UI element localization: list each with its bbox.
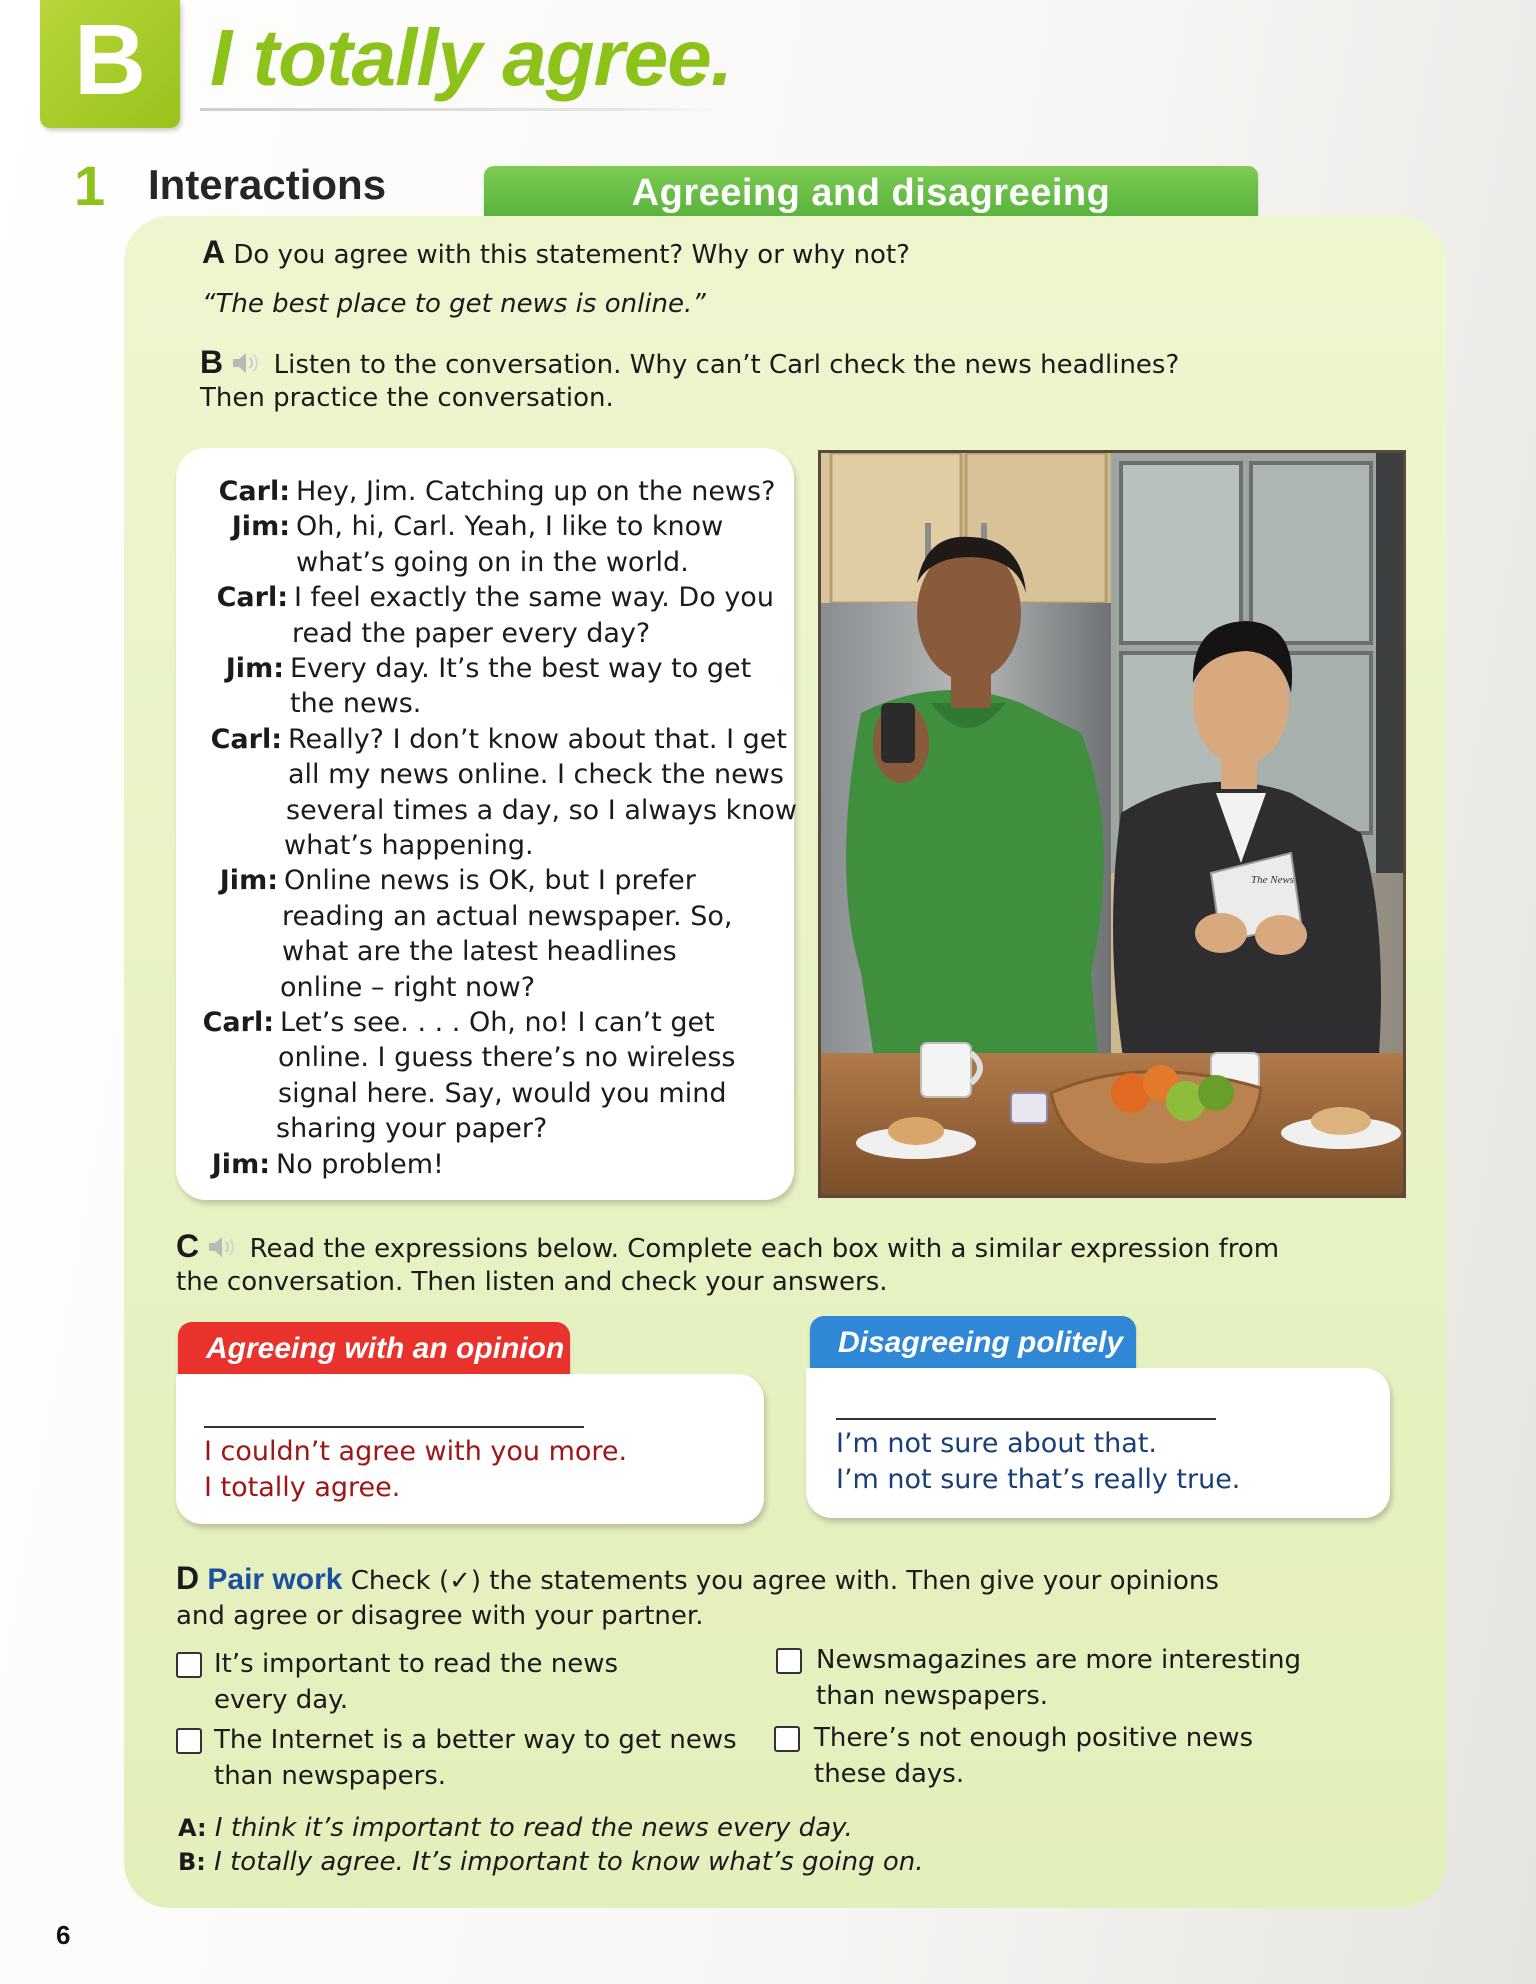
statement-checkbox-4[interactable] <box>774 1726 800 1752</box>
part-b <box>200 344 1179 383</box>
part-d-instruction-line2: and agree or disagree with your partner. <box>176 1601 704 1631</box>
agreeing-box-tab <box>178 1322 570 1376</box>
conversation-text: Online news is OK, but I prefer <box>284 865 696 897</box>
lesson-letter-badge <box>40 0 180 128</box>
conversation-line <box>192 1040 735 1076</box>
statement-1-line2: every day. <box>214 1685 349 1715</box>
conversation-speaker: Jim: <box>219 865 278 897</box>
photo-illustration <box>821 453 1406 1198</box>
disagreeing-expression-1: I’m not sure about that. <box>836 1428 1158 1459</box>
statement-checkbox-2[interactable] <box>176 1728 202 1754</box>
conversation-line <box>194 970 535 1006</box>
conversation-text: online – right now? <box>280 971 536 1003</box>
conversation-line <box>204 651 751 687</box>
pair-work-label: Pair work <box>207 1563 343 1596</box>
conversation-line <box>204 686 421 722</box>
statement-checkbox-3[interactable] <box>776 1648 802 1674</box>
conversation-text: reading an actual newspaper. So, <box>282 900 733 932</box>
conversation-line <box>198 828 534 864</box>
part-a <box>202 234 910 273</box>
part-c-instruction-line2: the conversation. Then listen and check your answers. <box>176 1267 888 1297</box>
conversation-line <box>200 793 797 829</box>
example-speaker-b: B: <box>178 1848 206 1876</box>
conversation-text: the news. <box>290 688 422 720</box>
conversation-text: all my news online. I check the news <box>288 759 784 791</box>
part-b-instruction-line2: Then practice the conversation. <box>200 383 614 413</box>
agreeing-box <box>176 1374 764 1524</box>
part-d <box>176 1560 1219 1599</box>
part-c-instruction-line1: Read the expressions below. Complete each box with a similar expression from <box>249 1234 1280 1264</box>
conversation-text: online. I guess there’s no wireless <box>278 1042 736 1074</box>
newspaper-masthead: The News <box>1251 874 1295 886</box>
conversation-speaker: Carl: <box>210 723 282 755</box>
disagreeing-box <box>806 1368 1390 1518</box>
part-a-instruction: Do you agree with this statement? Why or why not? <box>233 240 910 270</box>
conversation-line <box>198 863 696 899</box>
conversation-line <box>210 474 775 510</box>
disagreeing-expression-2: I’m not sure that’s really true. <box>836 1464 1241 1495</box>
example-text-a: I think it’s important to read the news every day. <box>214 1813 853 1843</box>
conversation-line <box>194 1005 715 1041</box>
conversation-line <box>196 934 677 970</box>
part-c <box>176 1228 1279 1267</box>
statement-4-line1: There’s not enough positive news <box>814 1723 1254 1753</box>
conversation-line <box>190 1147 444 1183</box>
part-b-letter: B <box>200 344 224 380</box>
conversation-line <box>196 899 732 935</box>
title-underline <box>200 108 720 111</box>
statement-checkbox-1[interactable] <box>176 1652 202 1678</box>
part-a-quote: “The best place to get news is online.” <box>202 289 706 319</box>
conversation-text: Hey, Jim. Catching up on the news? <box>296 476 776 507</box>
conversation-line <box>208 580 774 616</box>
page-number: 6 <box>56 1920 71 1950</box>
example-line-a <box>178 1810 853 1846</box>
statement-1-line1: It’s important to read the news <box>214 1649 619 1679</box>
part-d-instruction-line1: Check (✓) the statements you agree with. Then give your opinions <box>350 1566 1219 1596</box>
agreeing-expression-2: I totally agree. <box>204 1472 401 1503</box>
agreeing-answer-line[interactable] <box>204 1426 584 1428</box>
conversation-line <box>210 509 723 545</box>
statement-2-line1: The Internet is a better way to get news <box>214 1725 737 1755</box>
section-tag-label: Agreeing and disagreeing <box>631 172 1111 214</box>
example-text-b: I totally agree. It’s important to know what’s going on. <box>214 1847 924 1877</box>
speaker-audio-icon[interactable] <box>231 350 265 376</box>
conversation-speaker: Jim: <box>231 511 290 543</box>
conversation-speaker: Carl: <box>202 1007 274 1038</box>
lesson-letter: B <box>73 4 147 116</box>
disagreeing-box-tab <box>810 1316 1136 1370</box>
conversation-text: what’s happening. <box>284 830 534 861</box>
conversation-text: signal here. Say, would you mind <box>278 1077 727 1109</box>
conversation-line <box>192 1076 726 1112</box>
conversation-speaker: Carl: <box>216 582 288 614</box>
part-b-instruction-line1: Listen to the conversation. Why can’t Carl check the news headlines? <box>273 350 1180 380</box>
conversation-line <box>202 722 787 758</box>
disagreeing-answer-line[interactable] <box>836 1418 1216 1420</box>
statement-3-line2: than newspapers. <box>816 1681 1049 1711</box>
conversation-text: read the paper every day? <box>292 617 651 649</box>
example-line-b <box>178 1844 924 1880</box>
statement-3-line1: Newsmagazines are more interesting <box>816 1645 1301 1675</box>
disagreeing-box-title: Disagreeing politely <box>838 1326 1124 1359</box>
part-d-letter: D <box>176 1560 200 1596</box>
conversation-text: I feel exactly the same way. Do you <box>294 582 774 614</box>
section-label: Interactions <box>148 161 387 208</box>
agreeing-box-title: Agreeing with an opinion <box>206 1332 565 1365</box>
conversation-line <box>210 545 689 581</box>
example-speaker-a: A: <box>178 1814 207 1842</box>
part-a-letter: A <box>202 234 226 270</box>
section-number: 1 <box>74 154 106 217</box>
part-c-letter: C <box>176 1228 200 1264</box>
conversation-line <box>190 1111 547 1147</box>
conversation-text: several times a day, so I always know <box>286 794 797 826</box>
conversation-text: what are the latest headlines <box>282 936 677 968</box>
photo-two-men-reading-news <box>818 450 1406 1198</box>
conversation-text: Oh, hi, Carl. Yeah, I like to know <box>296 511 724 543</box>
conversation-line <box>206 616 650 652</box>
conversation-text: Let’s see. . . . Oh, no! I can’t get <box>280 1007 715 1038</box>
section-tag <box>484 166 1258 222</box>
speaker-audio-icon[interactable] <box>207 1234 241 1260</box>
statement-4-line2: these days. <box>814 1759 965 1789</box>
lesson-title: I totally agree. <box>210 13 732 102</box>
conversation-speaker: Jim: <box>211 1148 270 1180</box>
statement-2-line2: than newspapers. <box>214 1761 447 1791</box>
conversation-speaker: Carl: <box>218 476 290 507</box>
agreeing-expression-1: I couldn’t agree with you more. <box>204 1436 628 1467</box>
conversation-text: sharing your paper? <box>276 1113 548 1145</box>
conversation-text: Every day. It’s the best way to get <box>290 653 752 684</box>
conversation-text: Really? I don’t know about that. I get <box>288 723 787 755</box>
conversation-text: No problem! <box>276 1148 444 1180</box>
conversation-line <box>202 757 784 793</box>
conversation-speaker: Jim: <box>225 653 284 684</box>
conversation-text: what’s going on in the world. <box>296 546 689 578</box>
